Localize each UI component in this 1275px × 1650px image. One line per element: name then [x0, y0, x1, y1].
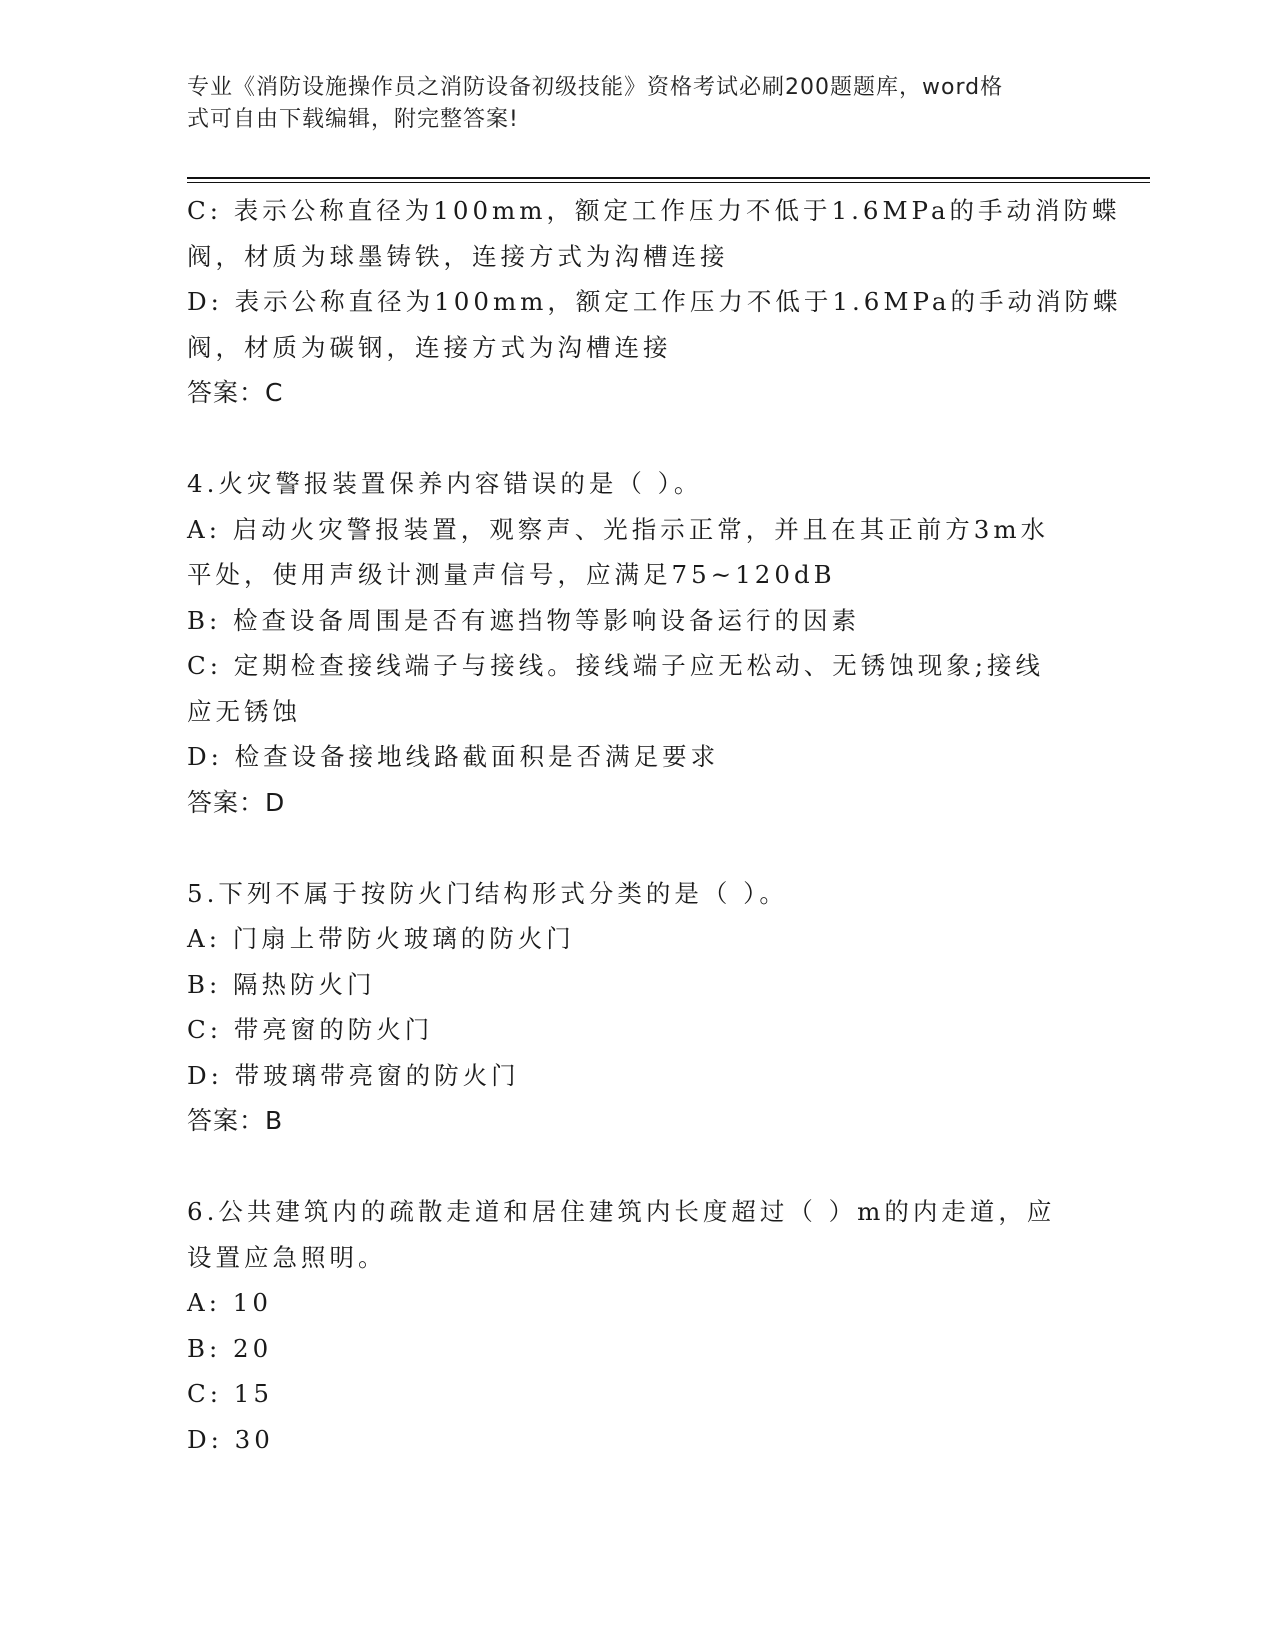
question-6-block [187, 1189, 1087, 1462]
q5-option-a: A: 门扇上带防火玻璃的防火门 [187, 924, 575, 953]
q3-answer: 答案：C [187, 378, 284, 407]
header-line-2: 式可自由下载编辑，附完整答案! [187, 107, 519, 132]
spacer [187, 1144, 1087, 1190]
q4-option-c-line-2: 应无锈蚀 [187, 696, 301, 726]
q5-question: 5.下列不属于按防火门结构形式分类的是（ ）。 [187, 878, 788, 908]
q5-option-b: B: 隔热防火门 [187, 969, 376, 999]
q6-option-a: A: 10 [187, 1288, 272, 1317]
spacer [187, 825, 1087, 871]
q4-option-a-line-1: A: 启动火灾警报装置，观察声、光指示正常，并且在其正前方3m水 [187, 514, 1050, 544]
q5-option-c: C: 带亮窗的防火门 [187, 1015, 434, 1044]
q3-option-d-line-2: 阀，材质为碳钢，连接方式为沟槽连接 [187, 332, 672, 362]
q4-option-c-line-1: C: 定期检查接线端子与接线。接线端子应无松动、无锈蚀现象;接线 [187, 651, 1045, 680]
header-divider-thin [187, 182, 1150, 183]
header-divider-thick [187, 177, 1150, 179]
q4-option-a-line-2: 平处，使用声级计测量声信号，应满足75~120dB [187, 560, 836, 589]
q6-question-line-1: 6.公共建筑内的疏散走道和居住建筑内长度超过（ ）m的内走道，应 [187, 1197, 1056, 1226]
question-3-block [187, 188, 1122, 416]
q6-question-line-2: 设置应急照明。 [187, 1242, 387, 1272]
q5-option-d: D: 带玻璃带亮窗的防火门 [187, 1060, 520, 1090]
q4-option-b: B: 检查设备周围是否有遮挡物等影响设备运行的因素 [187, 605, 861, 635]
q3-option-c-line-2: 阀，材质为球墨铸铁，连接方式为沟槽连接 [187, 241, 729, 271]
q3-option-c-line-1: C: 表示公称直径为100mm，额定工作压力不低于1.6MPa的手动消防蝶 [187, 196, 1121, 225]
question-4-block [187, 461, 1087, 825]
document-header [187, 72, 1067, 136]
question-5-block [187, 871, 1087, 1144]
q3-option-d-line-1: D: 表示公称直径为100mm，额定工作压力不低于1.6MPa的手动消防蝶 [187, 287, 1122, 316]
q4-question: 4.火灾警报装置保养内容错误的是（ ）。 [187, 469, 703, 498]
q4-option-d: D: 检查设备接地线路截面积是否满足要求 [187, 742, 720, 771]
header-line-1: 专业《消防设施操作员之消防设备初级技能》资格考试必刷200题题库，word格 [187, 75, 1004, 100]
spacer [187, 416, 1087, 462]
q6-option-b: B: 20 [187, 1333, 273, 1363]
document-body [187, 188, 1122, 1462]
q5-answer: 答案：B [187, 1106, 284, 1135]
q4-answer: 答案：D [187, 787, 286, 817]
q6-option-c: C: 15 [187, 1379, 273, 1408]
q6-option-d: D: 30 [187, 1424, 274, 1454]
